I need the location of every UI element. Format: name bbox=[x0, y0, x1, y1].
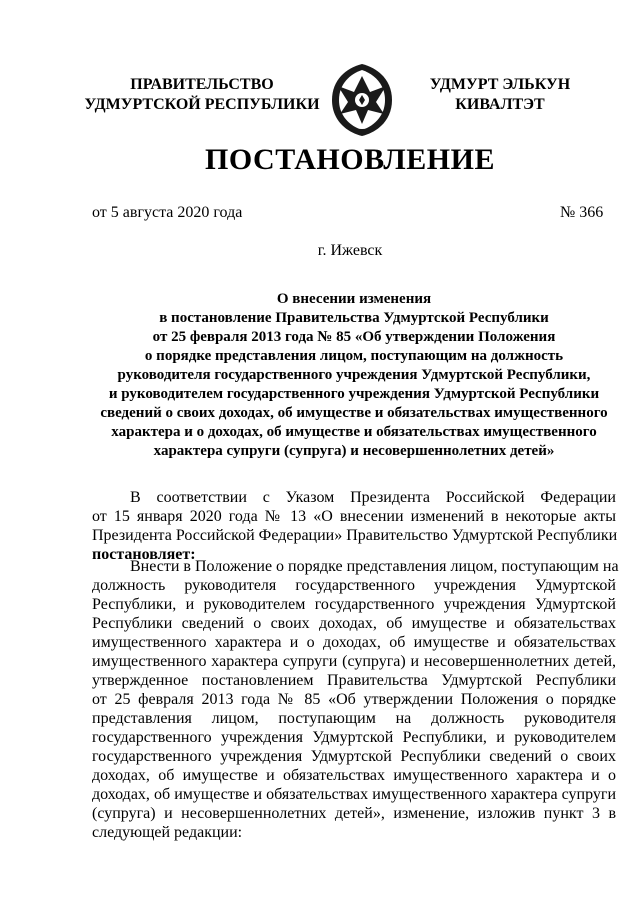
document-city: г. Ижевск bbox=[317, 242, 383, 259]
paragraph-line: государственного учреждения Удмуртской Республики сведений о своих bbox=[92, 748, 616, 765]
paragraph-line: должность руководителя государственного учреждения Удмуртской bbox=[92, 577, 616, 594]
preamble-paragraph bbox=[92, 488, 616, 564]
subject-line: характера супруги (супруга) и несовершеннолетних детей» bbox=[153, 443, 555, 459]
subject-line: и руководителем государственного учреждения Удмуртской Республики bbox=[108, 386, 600, 402]
subject-line: характера и о доходах, об имуществе и обязательствах имущественного bbox=[111, 424, 597, 440]
paragraph-line: Президента Российской Федерации» Правительство Удмуртской Республики bbox=[92, 527, 618, 544]
document-number: № 366 bbox=[560, 204, 604, 221]
paragraph-line: утвержденное постановлением Правительства Удмуртской Республики bbox=[92, 672, 616, 689]
document-title: ПОСТАНОВЛЕНИЕ bbox=[205, 143, 495, 176]
coat-of-arms-emblem bbox=[326, 62, 398, 138]
subject-line: в постановление Правительства Удмуртской Республики bbox=[159, 310, 549, 326]
subject-line: О внесении изменения bbox=[276, 291, 432, 307]
paragraph-line: от 25 февраля 2013 года № 85 «Об утверждении Положения о порядке bbox=[92, 691, 616, 708]
paragraph-line: имущественного характера и о доходах, об имуществе и обязательствах bbox=[92, 634, 616, 651]
document-date: от 5 августа 2020 года bbox=[92, 204, 243, 221]
header-right-org-name bbox=[410, 75, 590, 115]
document-subject bbox=[92, 290, 616, 461]
header-left-line: УДМУРТСКОЙ РЕСПУБЛИКИ bbox=[84, 96, 320, 113]
header-right-line: УДМУРТ ЭЛЬКУН bbox=[429, 76, 571, 93]
subject-line: сведений о своих доходах, об имуществе и обязательствах имущественного bbox=[100, 405, 608, 421]
paragraph-line: Внести в Положение о порядке представления лицом, поступающим на bbox=[130, 558, 619, 575]
paragraph-line: представления лицом, поступающим на должность руководителя bbox=[92, 710, 616, 727]
resolves-colon: : bbox=[190, 546, 196, 563]
paragraph-line: доходах, об имуществе и обязательствах имущественного характера супруги bbox=[92, 786, 616, 803]
subject-line: руководителя государственного учреждения Удмуртской Республики, bbox=[117, 367, 591, 383]
paragraph-line: Республики сведений о своих доходах, об имуществе и обязательствах bbox=[92, 615, 616, 632]
paragraph-line: (супруга) и несовершеннолетних детей», изменение, изложив пункт 3 в bbox=[92, 805, 616, 822]
paragraph-line: имущественного характера супруги (супруга) и несовершеннолетних детей, bbox=[92, 653, 616, 670]
paragraph-line: Республики, и руководителем государственного учреждения Удмуртской bbox=[92, 596, 616, 613]
paragraph-line: В соответствии с Указом Президента Российской Федерации bbox=[130, 489, 616, 506]
paragraph-line: от 15 января 2020 года № 13 «О внесении изменений в некоторые акты bbox=[92, 508, 616, 525]
subject-line: от 25 февраля 2013 года № 85 «Об утверждении Положения bbox=[152, 329, 556, 345]
paragraph-line: государственного учреждения Удмуртской Республики, и руководителем bbox=[92, 729, 616, 746]
header-left-line: ПРАВИТЕЛЬСТВО bbox=[130, 76, 274, 93]
resolves-keyword: постановляет bbox=[92, 546, 191, 563]
subject-line: о порядке представления лицом, поступающим на должность bbox=[144, 348, 564, 364]
resolution-paragraph bbox=[92, 557, 619, 842]
header-right-line: КИВАЛТЭТ bbox=[455, 96, 545, 113]
paragraph-line: доходах, об имуществе и обязательствах имущественного характера и о bbox=[92, 767, 616, 784]
header-left-org-name bbox=[78, 75, 326, 115]
paragraph-line: следующей редакции: bbox=[92, 824, 243, 841]
